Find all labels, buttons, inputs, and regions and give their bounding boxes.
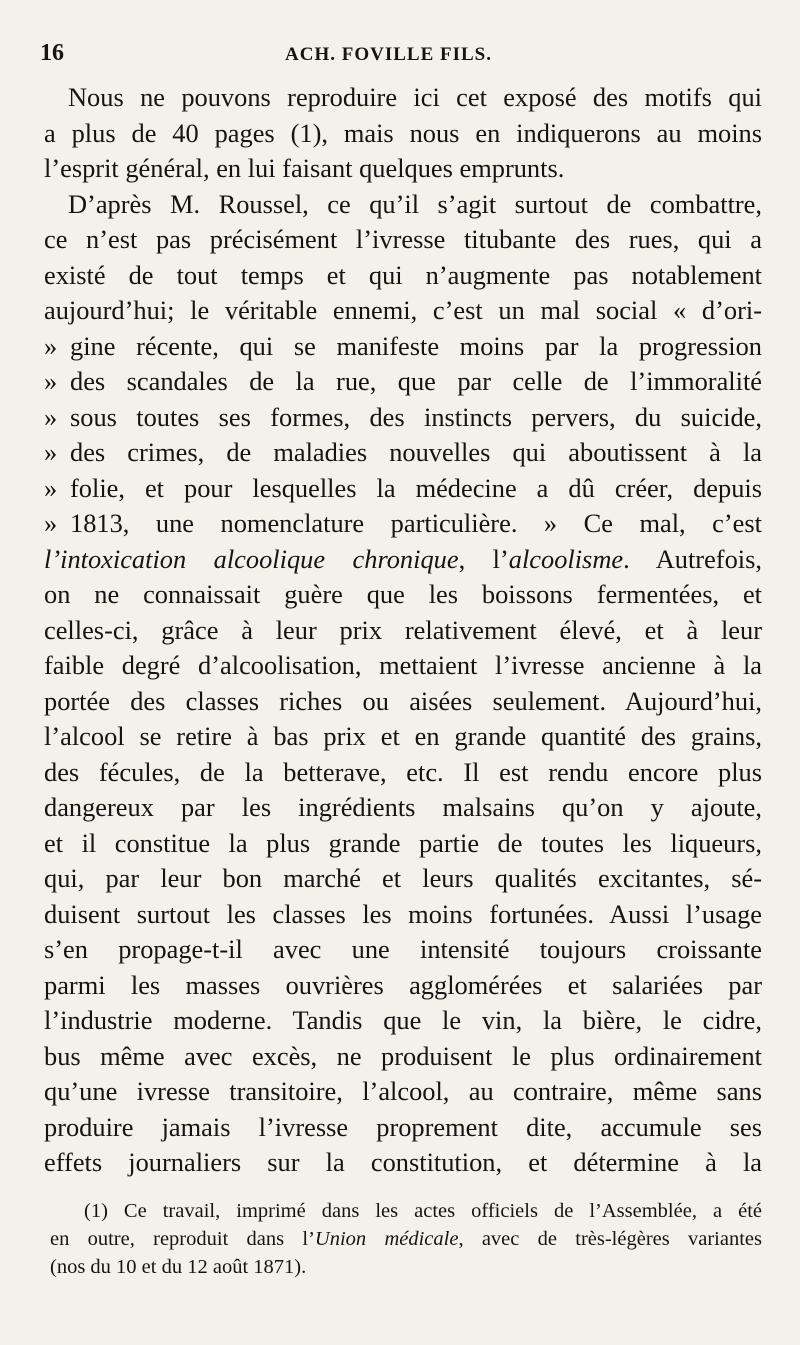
text-fragment: , l’: [458, 543, 509, 574]
italic-term: l’intoxication alcoolique chronique: [44, 543, 459, 574]
text-line: qui, par leur bon marché et leurs qualités excitantes, sé-: [44, 863, 762, 893]
text-line: on ne connaissait guère que les boissons fermentées, et: [44, 579, 762, 609]
footnote-fragment: , avec de très-légères variantes: [458, 1227, 762, 1250]
text-line: Nous ne pouvons reproduire ici cet exposé des motifs qui: [68, 82, 762, 112]
quoted-line: [44, 506, 762, 542]
text-line: l’esprit général, en lui faisant quelques emprunts.: [44, 153, 565, 183]
quoted-line: [44, 471, 762, 507]
text-line: existé de tout temps et qui n’augmente pas notablement: [44, 259, 762, 290]
running-head: ACH. FOVILLE FILS.: [285, 44, 492, 65]
text-line: ce n’est pas précisément l’ivresse titubante des rues, qui a: [44, 224, 762, 254]
text-line: des crimes, de maladies nouvelles qui aboutissent à la: [70, 437, 762, 467]
text-line: gine récente, qui se manifeste moins par la progression: [70, 330, 762, 361]
quote-mark: »: [44, 508, 58, 538]
quoted-line: [44, 329, 762, 365]
text-line: et il constitue la plus grande partie de toutes les liqueurs,: [44, 827, 762, 858]
text-line: parmi les masses ouvrières agglomérées et salariées par: [44, 969, 762, 1000]
quote-mark: »: [44, 330, 58, 361]
text-line: produire jamais l’ivresse proprement dite, accumule ses: [44, 1111, 762, 1142]
footnote-italic-title: Union médicale: [314, 1227, 459, 1250]
text-line: l’industrie moderne. Tandis que le vin, la bière, le cidre,: [44, 1005, 762, 1035]
footnote-fragment: en outre, reproduit dans l’: [50, 1227, 315, 1250]
body-text: [44, 80, 762, 1181]
text-line: l’alcool se retire à bas prix et en grande quantité des grains,: [44, 721, 762, 751]
footnote-line: (1) Ce travail, imprimé dans les actes officiels de l’Assemblée, a été: [84, 1199, 762, 1222]
footnote: [50, 1197, 762, 1281]
text-line: s’en propage-t-il avec une intensité toujours croissante: [44, 934, 762, 964]
quoted-line: [44, 364, 762, 400]
text-line: portée des classes riches ou aisées seulement. Aujourd’hui,: [44, 685, 762, 716]
quote-mark: »: [44, 472, 58, 503]
quote-mark: »: [44, 401, 58, 432]
text-line: des fécules, de la betterave, etc. Il est rendu encore plus: [44, 756, 762, 787]
text-line: qu’une ivresse transitoire, l’alcool, au contraire, même sans: [44, 1076, 762, 1106]
text-line: des scandales de la rue, que par celle de l’immoralité: [70, 366, 762, 396]
text-line: effets journaliers sur la constitution, et détermine à la: [44, 1147, 762, 1177]
text-line: sous toutes ses formes, des instincts pervers, du suicide,: [70, 401, 762, 432]
text-line: D’après M. Roussel, ce qu’il s’agit surtout de combattre,: [68, 188, 762, 219]
text-line: 1813, une nomenclature particulière. » Ce mal, c’est: [70, 508, 762, 538]
text-line: bus même avec excès, ne produisent le plus ordinairement: [44, 1040, 762, 1071]
quote-mark: »: [44, 366, 58, 396]
text-line: a plus de 40 pages (1), mais nous en indiquerons au moins: [44, 117, 762, 148]
text-line: aujourd’hui; le véritable ennemi, c’est un mal social « d’ori-: [44, 295, 762, 325]
text-line: duisent surtout les classes les moins fortunées. Aussi l’usage: [44, 898, 762, 929]
text-line: dangereux par les ingrédients malsains qu’on y ajoute,: [44, 792, 762, 822]
page-header: [40, 40, 762, 80]
quoted-line: [44, 400, 762, 436]
text-line: celles-ci, grâce à leur prix relativement élevé, et à leur: [44, 614, 762, 645]
text-fragment: . Autrefois,: [623, 543, 762, 574]
text-line: folie, et pour lesquelles la médecine a dû créer, depuis: [70, 472, 762, 503]
page-number: 16: [40, 40, 64, 66]
footnote-line: [50, 1225, 762, 1253]
quoted-line: [44, 435, 762, 471]
footnote-line: (nos du 10 et du 12 août 1871).: [50, 1255, 307, 1278]
text-line-with-italics: [44, 542, 762, 578]
quote-mark: »: [44, 437, 58, 467]
text-line: faible degré d’alcoolisation, mettaient l’ivresse ancienne à la: [44, 650, 762, 680]
italic-term: alcoolisme: [508, 543, 624, 574]
